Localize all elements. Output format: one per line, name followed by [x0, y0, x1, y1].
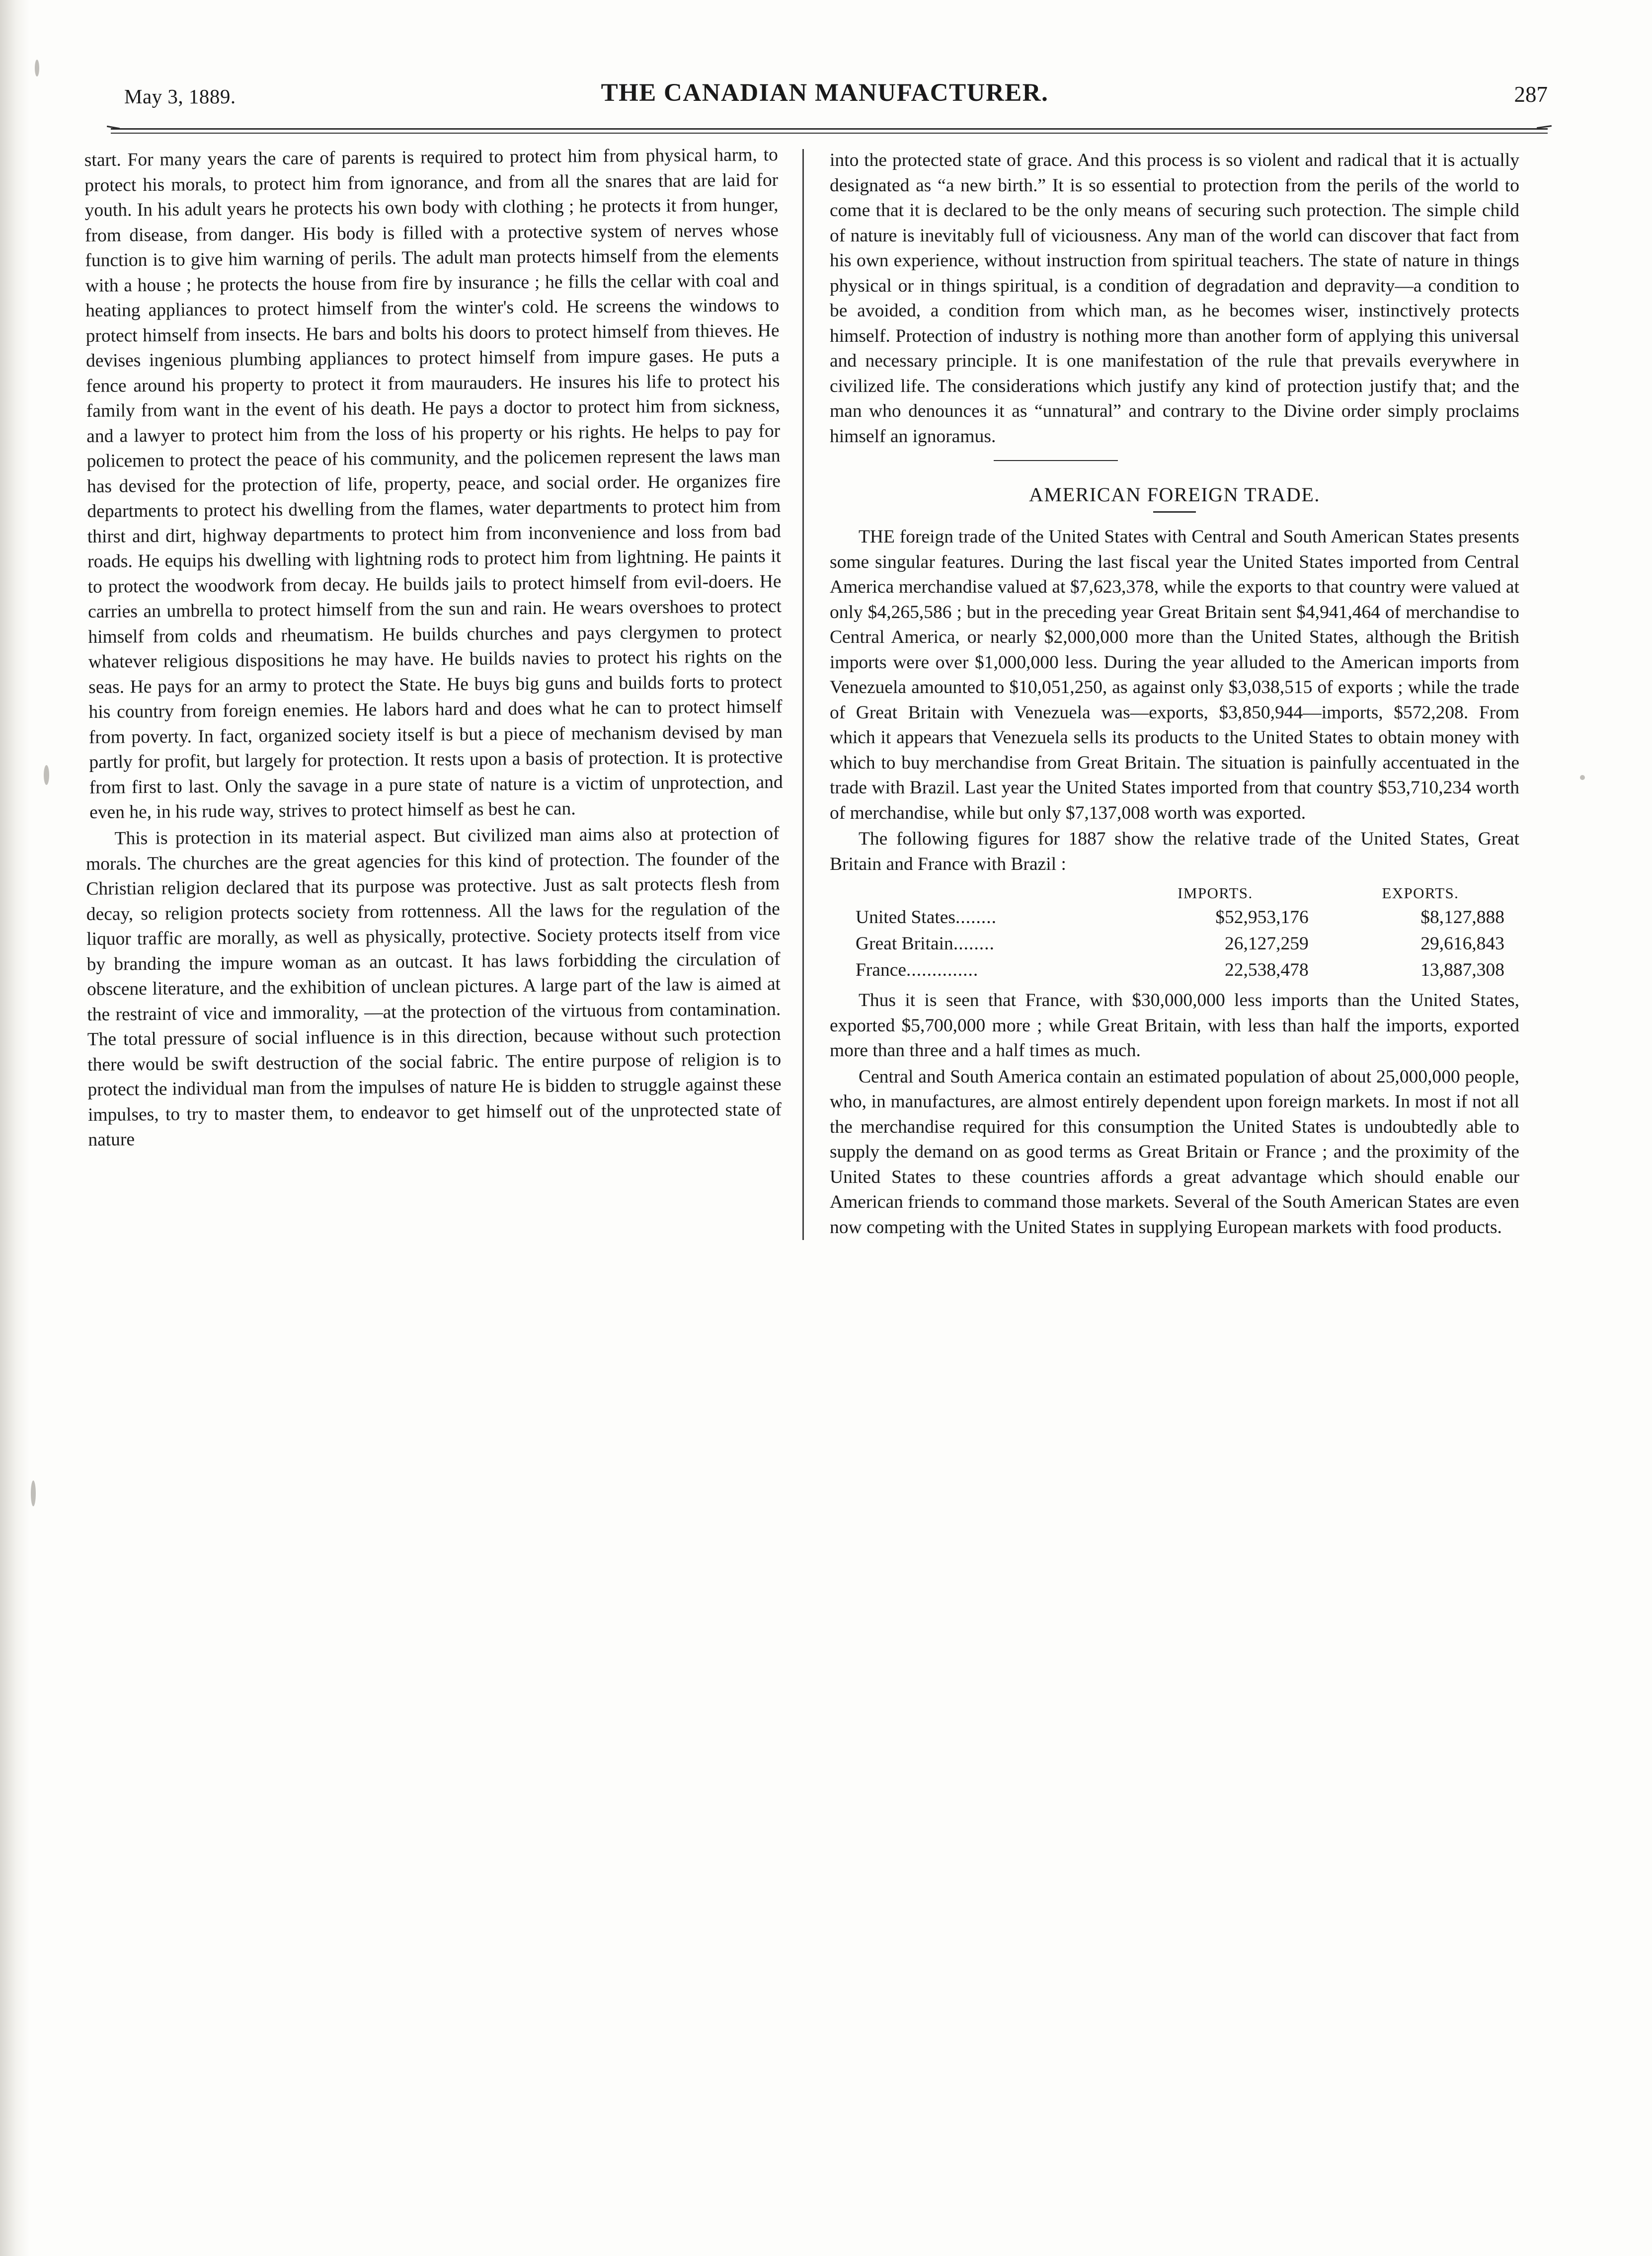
masthead: [87, 75, 1563, 119]
journal-title: THE CANADIAN MANUFACTURER.: [601, 79, 1049, 107]
article-heading: AMERICAN FOREIGN TRADE.: [1028, 483, 1321, 506]
column-divider: [802, 149, 804, 1240]
right-column: [804, 148, 1519, 1240]
table-cell-exports: 13,887,308: [1420, 960, 1504, 980]
paragraph: start. For many years the care of parents is required to protect him from physical harm, to protect his morals, to protect him from ignorance, and from all the snares that are laid for youth. In his adult years he protects his own body with clothing ; he protects it from hunger, from disease, from danger. His body is filled with a protective system of nerves whose function is to give him warning of perils. The adult man protects himself from the elements with a house ; he protects the house from fire by insurance ; he fills the cellar with coal and heating appliances to protect himself from the winter's cold. He screens the windows to protect himself from insects. He bars and bolts his doors to protect himself from thieves. He devises ingenious plumbing appliances to protect himself from impure gases. He puts a fence around his property to protect it from maurauders. He insures his life to protect his family from want in the event of his death. He pays a doctor to protect him from sickness, and a lawyer to protect him from the loss of his property or his rights. He helps to pay for policemen to protect the peace of his community, and the policemen represent the laws man has devised for the protection of life, property, peace, and social order. He organizes fire departments to protect his dwelling from the flames, water departments to protect him from thirst and dirt, highway departments to protect him from inconvenience and loss from bad roads. He equips his dwelling with lightning rods to protect him from lightning. He paints it to protect the woodwork from decay. He builds jails to protect himself from evil-doers. He carries an umbrella to protect himself from the sun and rain. He wears overshoes to protect himself from colds and rheumatism. He builds churches and pays clergymen to protect whatever religious dispositions he may have. He builds navies to protect his rights on the seas. He pays for an army to protect the State. He buys big guns and builds forts to protect his country from foreign enemies. He labors hard and does what he can to protect himself from poverty. In fact, organized society itself is but a piece of mechanism devised by man partly for profit, but largely for protection. It rests upon a basis of protection. It is protective from first to last. Only the savage in a pure state of nature is a victim of unprotection, and even he, in his rude way, strives to protect himself as best he can.: [84, 145, 783, 823]
paragraph: This is protection in its material aspect. But civilized man aims also at protection of morals. The churches are the great agencies for this kind of protection. The founder of the Christian religion declared that its purpose was protective. Just as salt protects flesh from decay, so religion protects society from rottenness. All the laws for the regulation of the liquor traffic are morally, as well as physically, protective. Society protects itself from vice by branding the impure woman as an outcast. It has laws forbidding the circulation of obscene literature, and the exhibition of unclean pictures. A large part of the law is aimed at the restraint of vice and immorality, —at the protection of the virtuous from contamination. The total pressure of social influence is in this direction, because without such protection there would be swift destruction of the social fabric. The entire purpose of religion is to protect the individual man from the impulses of nature He is bidden to struggle against these impulses, to try to master them, to endeavor to get himself out of the unprotected state of nature: [85, 823, 782, 1150]
dot-leader: ..............: [906, 960, 979, 980]
table-cell-imports: $52,953,176: [1215, 907, 1309, 928]
heading-underline-rule: [1153, 511, 1196, 513]
scan-speck: [44, 765, 49, 785]
dot-leader: ........: [955, 907, 997, 928]
scan-edge-shadow: [0, 0, 30, 2256]
rule-line-lower: [111, 133, 1548, 134]
table-row: [830, 957, 1519, 983]
dot-leader: ........: [953, 934, 995, 954]
issue-date: May 3, 1889.: [124, 85, 236, 108]
table-row: [830, 904, 1519, 931]
paragraph: Thus it is seen that France, with $30,000,000 less imports than the United States, exported $5,700,000 more ; while Great Britain, with less than half the imports, exported more than three and a half times as much.: [830, 990, 1519, 1061]
table-row: [830, 931, 1519, 957]
masthead-rule: [87, 128, 1563, 135]
scan-speck: [1580, 775, 1585, 780]
body-columns: [84, 145, 1563, 1240]
table-cell-imports: 22,538,478: [1225, 960, 1309, 980]
table-column-header-exports: EXPORTS.: [1382, 884, 1459, 902]
page-content: [84, 75, 1563, 1240]
trade-figures-table: [830, 884, 1519, 983]
table-header-row: [830, 884, 1519, 904]
paragraph: THE foreign trade of the United States with Central and South American States presents some singular features. During the last fiscal year the United States imported from Central America merchandise valued at $7,623,378, while the exports to that country were valued at only $4,265,586 ; but in the preceding year Great Britain sent $4,941,464 of merchandise to Central America, or nearly $2,000,000 more than the United States, although the British imports were over $1,000,000 less. During the year alluded to the American imports from Venezuela amounted to $10,051,250, as against only $3,038,515 of exports ; while the trade of Great Britain with Venezuela was—exports, $3,850,944—imports, $572,208. From which it appears that Venezuela sells its products to the United States to obtain money with which to buy merchandise from Great Britain. The situation is painfully accentuated in the trade with Brazil. Last year the United States imported from that country $53,710,234 worth of merchandise, while but only $7,137,008 worth was exported.: [830, 527, 1519, 823]
scan-speck: [35, 60, 39, 77]
table-column-header-imports: IMPORTS.: [1178, 884, 1253, 902]
paragraph: The following figures for 1887 show the relative trade of the United States, Great Britain and France with Brazil :: [830, 829, 1519, 874]
left-column: [84, 145, 802, 1240]
table-cell-exports: 29,616,843: [1420, 934, 1504, 954]
table-cell-imports: 26,127,259: [1225, 934, 1309, 954]
paragraph: Central and South America contain an estimated population of about 25,000,000 people, who, in manufactures, are almost entirely dependent upon foreign markets. In most if not all the merchandise required for this consumption the United States is undoubtedly able to supply the demand on as good terms as Great Britain or France ; and the proximity of the United States to these countries affords a great advantage which should enable our American friends to command those markets. Several of the South American States are even now competing with the United States in supplying European markets with food products.: [830, 1066, 1519, 1238]
section-separator-rule: [994, 460, 1118, 461]
country-name: Great Britain: [856, 934, 953, 954]
country-name: United States: [856, 907, 956, 928]
scan-speck: [31, 1480, 36, 1506]
rule-line-upper: [111, 128, 1548, 130]
table-cell-country: [830, 904, 1109, 931]
page-number: 287: [1514, 82, 1548, 107]
table-column-header-country: [830, 884, 1109, 904]
table-cell-country: [830, 957, 1109, 983]
country-name: France: [856, 960, 907, 980]
paragraph: into the protected state of grace. And this process is so violent and radical that it is actually designated as “a new birth.” It is so essential to protection from the perils of the world to come that it is declared to be the only means of securing such protection. The simple child of nature is inevitably full of viciousness. Any man of the world can discover that fact from his own experience, without instruction from spiritual teachers. The state of nature in things physical or in things spiritual, is a condition of degradation and depravity—a condition to be avoided, a condition from which man, as he becomes wiser, instinctively protects himself. Protection of industry is nothing more than another form of applying this universal and necessary principle. It is one manifestation of the rule that prevails everywhere in civilized life. The considerations which justify any kind of protection justify that; and the man who denounces it as “unnatural” and contrary to the Divine order simply proclaims himself an ignoramus.: [830, 150, 1519, 447]
table-cell-exports: $8,127,888: [1420, 907, 1504, 928]
table-cell-country: [830, 931, 1109, 957]
